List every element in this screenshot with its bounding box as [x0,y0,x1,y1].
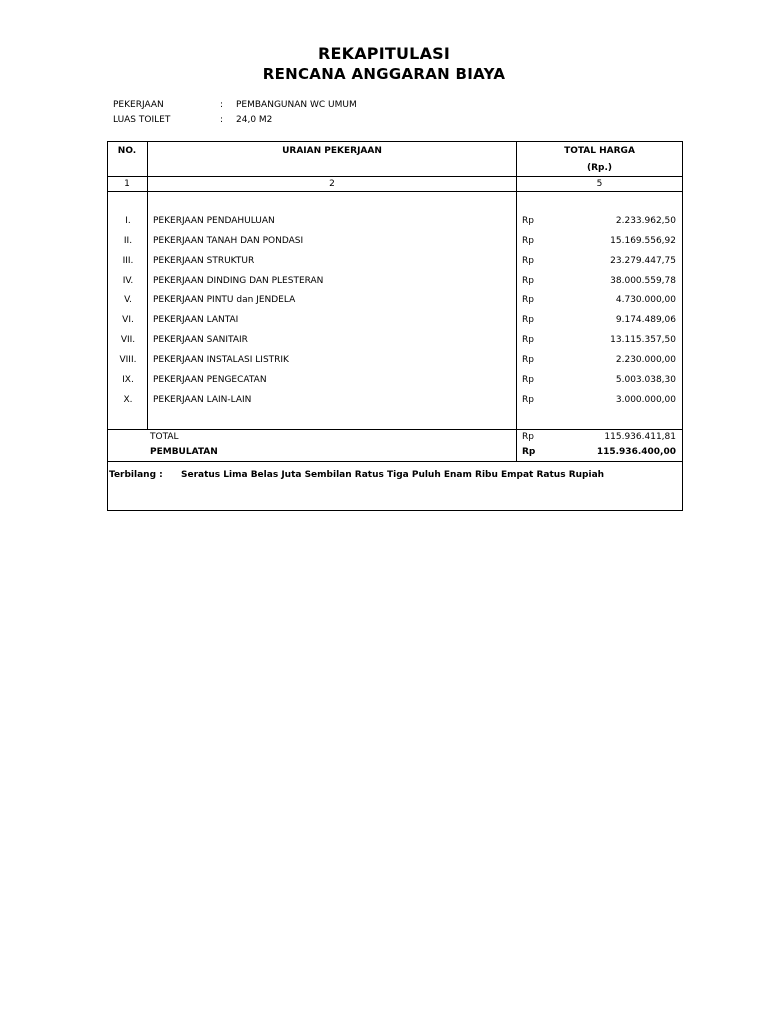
row-currency: Rp [522,395,534,405]
document-subtitle: RENCANA ANGGARAN BIAYA [262,65,506,83]
row-currency: Rp [522,355,534,365]
row-description: PEKERJAAN INSTALASI LISTRIK [153,355,289,365]
row-currency: Rp [522,375,534,385]
row-description: PEKERJAAN PENDAHULUAN [153,216,275,226]
table-rule [107,191,683,192]
terbilang-label: Terbilang : [109,470,163,480]
row-amount: 2.233.962,50 [615,216,676,226]
info-label-pekerjaan: PEKERJAAN [113,100,164,110]
document-title: REKAPITULASI [317,44,451,63]
row-amount: 38.000.559,78 [610,276,676,286]
total-label: TOTAL [150,432,179,442]
info-label-luas: LUAS TOILET [113,115,171,125]
row-number: II. [123,236,133,246]
pembulatan-amount: 115.936.400,00 [596,447,676,457]
row-number: IV. [122,276,134,286]
total-currency: Rp [522,432,534,442]
row-description: PEKERJAAN PINTU dan JENDELA [153,295,296,305]
row-currency: Rp [522,256,534,266]
row-description: PEKERJAAN LANTAI [153,315,239,325]
row-number: X. [123,395,133,405]
row-number: VI. [122,315,134,325]
total-amount: 115.936.411,81 [604,432,676,442]
col-number-no: 1 [124,179,130,189]
row-amount: 4.730.000,00 [615,295,676,305]
col-number-uraian: 2 [329,179,335,189]
row-amount: 5.003.038,30 [615,375,676,385]
row-amount: 13.115.357,50 [610,335,676,345]
header-uraian: URAIAN PEKERJAAN [282,146,382,156]
row-number: I. [125,216,131,226]
row-description: PEKERJAAN LAIN-LAIN [153,395,252,405]
row-number: III. [122,256,134,266]
info-value-luas: 24,0 M2 [236,115,273,125]
row-amount: 9.174.489,06 [615,315,676,325]
row-description: PEKERJAAN STRUKTUR [153,256,255,266]
row-number: VII. [120,335,136,345]
row-number: IX. [122,375,134,385]
table-rule [107,461,683,462]
terbilang-text: Seratus Lima Belas Juta Sembilan Ratus Tiga Puluh Enam Ribu Empat Ratus Rupiah [181,470,605,480]
header-no: NO. [117,146,137,156]
row-description: PEKERJAAN PENGECATAN [153,375,267,385]
row-number: V. [124,295,132,305]
col-number-total: 5 [596,179,603,189]
row-amount: 15.169.556,92 [610,236,676,246]
info-value-pekerjaan: PEMBANGUNAN WC UMUM [236,100,357,110]
row-number: VIII. [119,355,137,365]
info-colon: : [220,115,224,125]
pembulatan-label: PEMBULATAN [150,447,218,457]
row-currency: Rp [522,276,534,286]
row-currency: Rp [522,295,534,305]
row-amount: 23.279.447,75 [610,256,676,266]
row-amount: 3.000.000,00 [615,395,676,405]
row-currency: Rp [522,216,534,226]
table-rule [107,176,683,177]
row-currency: Rp [522,315,534,325]
row-description: PEKERJAAN TANAH DAN PONDASI [153,236,304,246]
table-rule [516,141,517,461]
table-rule [107,429,683,430]
row-description: PEKERJAAN SANITAIR [153,335,248,345]
header-total-unit: (Rp.) [586,163,613,173]
info-colon: : [220,100,224,110]
header-total-harga: TOTAL HARGA [564,146,635,156]
row-description: PEKERJAAN DINDING DAN PLESTERAN [153,276,324,286]
row-amount: 2.230.000,00 [615,355,676,365]
pembulatan-currency: Rp [522,447,536,457]
row-currency: Rp [522,335,534,345]
row-currency: Rp [522,236,534,246]
